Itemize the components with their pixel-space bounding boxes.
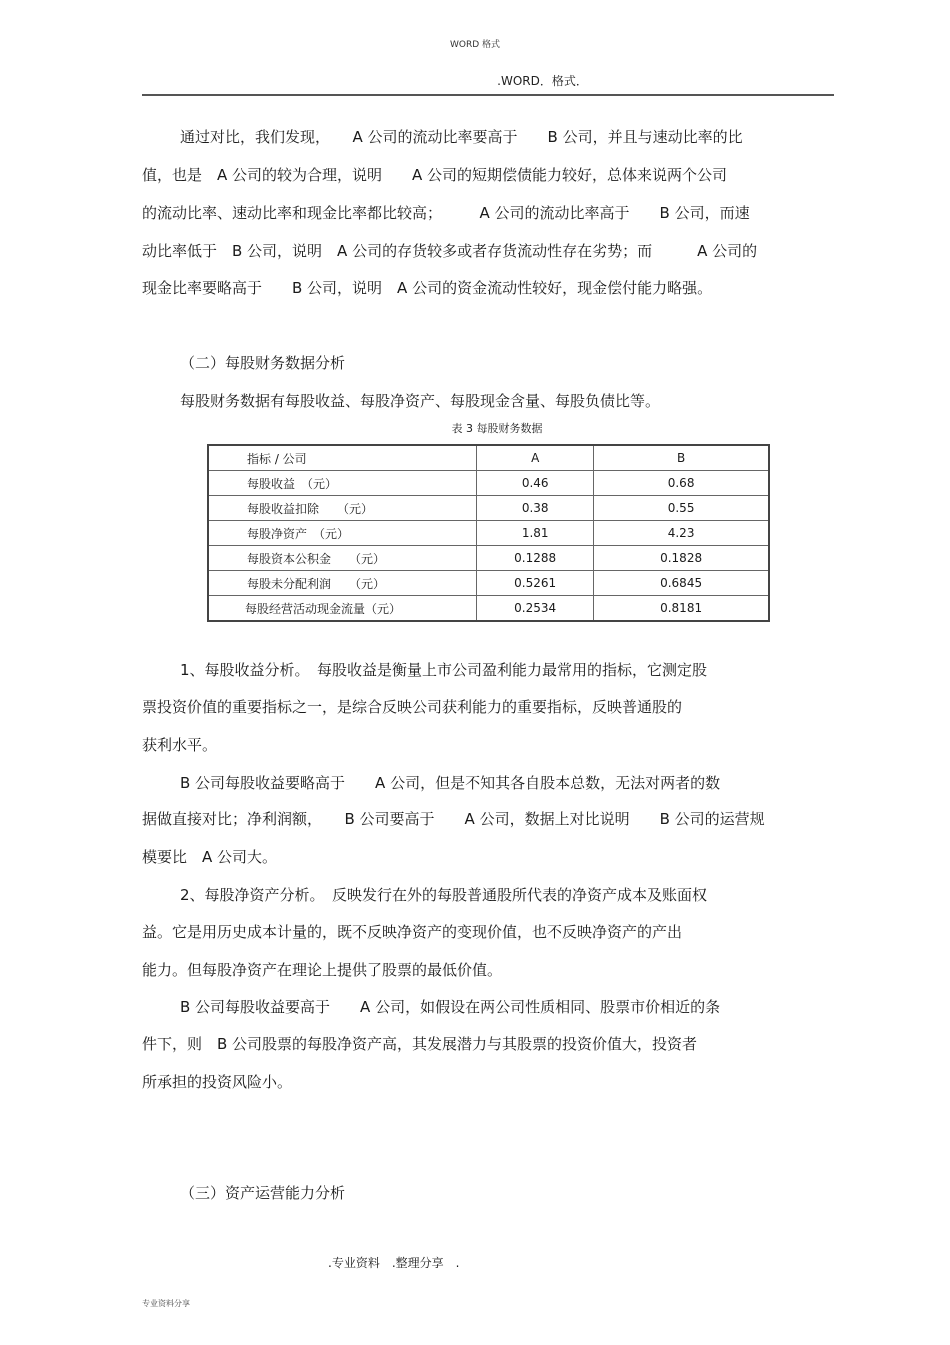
section-heading: （二）每股财务数据分析	[180, 354, 346, 372]
table-cell: 每股收益扣除 （元）	[208, 496, 477, 521]
table-cell: 0.1828	[594, 546, 769, 571]
paragraph-line: 据做直接对比；净利润额， B 公司要高于 A 公司，数据上对比说明 B 公司的运营规	[142, 810, 765, 828]
table-cell: 0.8181	[594, 596, 769, 622]
paragraph-line: 件下，则 B 公司股票的每股净资产高，其发展潜力与其股票的投资价值大，投资者	[142, 1035, 698, 1053]
table-header-cell: B	[594, 445, 769, 471]
table-caption: 表 3 每股财务数据	[451, 422, 543, 435]
footer-text: .专业资料 .整理分享 .	[328, 1256, 460, 1270]
paragraph-line: B 公司每股收益要略高于 A 公司，但是不知其各自股本总数，无法对两者的数	[180, 774, 721, 792]
table-row	[208, 471, 769, 496]
table-cell: 每股经营活动现金流量（元）	[208, 596, 477, 622]
table-row	[208, 596, 769, 622]
paragraph-line: 模要比 A 公司大。	[142, 848, 278, 866]
footer-small-text: 专业资料分享	[142, 1299, 190, 1308]
paragraph-line: 2、每股净资产分析。 反映发行在外的每股普通股所代表的净资产成本及账面权	[180, 886, 708, 904]
paragraph-line: 的流动比率、速动比率和现金比率都比较高； A 公司的流动比率高于 B 公司，而速	[142, 204, 750, 222]
paragraph-line: B 公司每股收益要高于 A 公司，如假设在两公司性质相同、股票市价相近的条	[180, 998, 721, 1016]
table-row	[208, 571, 769, 596]
header-title: .WORD．格式．	[497, 74, 588, 88]
paragraph-line: 动比率低于 B 公司，说明 A 公司的存货较多或者存货流动性存在劣势；而 A 公司的	[142, 242, 758, 260]
section-heading: （三）资产运营能力分析	[180, 1184, 346, 1202]
paragraph-line: 1、每股收益分析。 每股收益是衡量上市公司盈利能力最常用的指标，它测定股	[180, 661, 708, 679]
table-cell: 0.68	[594, 471, 769, 496]
table-cell: 0.6845	[594, 571, 769, 596]
header-rule	[142, 94, 834, 96]
per-share-table	[207, 444, 770, 622]
table-row	[208, 546, 769, 571]
table-cell: 每股收益 （元）	[208, 471, 477, 496]
table-row	[208, 521, 769, 546]
section-intro: 每股财务数据有每股收益、每股净资产、每股现金含量、每股负债比等。	[180, 392, 661, 410]
paragraph-line: 通过对比，我们发现， A 公司的流动比率要高于 B 公司，并且与速动比率的比	[180, 128, 743, 146]
header-small: WORD 格式	[449, 40, 501, 50]
table-header-cell: A	[477, 445, 594, 471]
table-row	[208, 496, 769, 521]
paragraph-line: 益。它是用历史成本计量的，既不反映净资产的变现价值，也不反映净资产的产出	[142, 923, 683, 941]
table-header-row	[208, 445, 769, 471]
paragraph-line: 能力。但每股净资产在理论上提供了股票的最低价值。	[142, 961, 503, 979]
table-cell: 每股未分配利润 （元）	[208, 571, 477, 596]
table-cell: 0.55	[594, 496, 769, 521]
table-cell: 0.1288	[477, 546, 594, 571]
table-cell: 0.2534	[477, 596, 594, 622]
table-cell: 0.5261	[477, 571, 594, 596]
paragraph-line: 值，也是 A 公司的较为合理，说明 A 公司的短期偿债能力较好，总体来说两个公司	[142, 166, 728, 184]
table-cell: 1.81	[477, 521, 594, 546]
paragraph-line: 票投资价值的重要指标之一，是综合反映公司获利能力的重要指标，反映普通股的	[142, 698, 683, 716]
paragraph-line: 所承担的投资风险小。	[142, 1073, 293, 1091]
paragraph-line: 现金比率要略高于 B 公司，说明 A 公司的资金流动性较好，现金偿付能力略强。	[142, 279, 713, 297]
table-cell: 0.46	[477, 471, 594, 496]
table-cell: 每股资本公积金 （元）	[208, 546, 477, 571]
table-cell: 0.38	[477, 496, 594, 521]
table-header-cell: 指标 / 公司	[208, 445, 477, 471]
paragraph-line: 获利水平。	[142, 736, 218, 754]
table-cell: 4.23	[594, 521, 769, 546]
table-cell: 每股净资产 （元）	[208, 521, 477, 546]
